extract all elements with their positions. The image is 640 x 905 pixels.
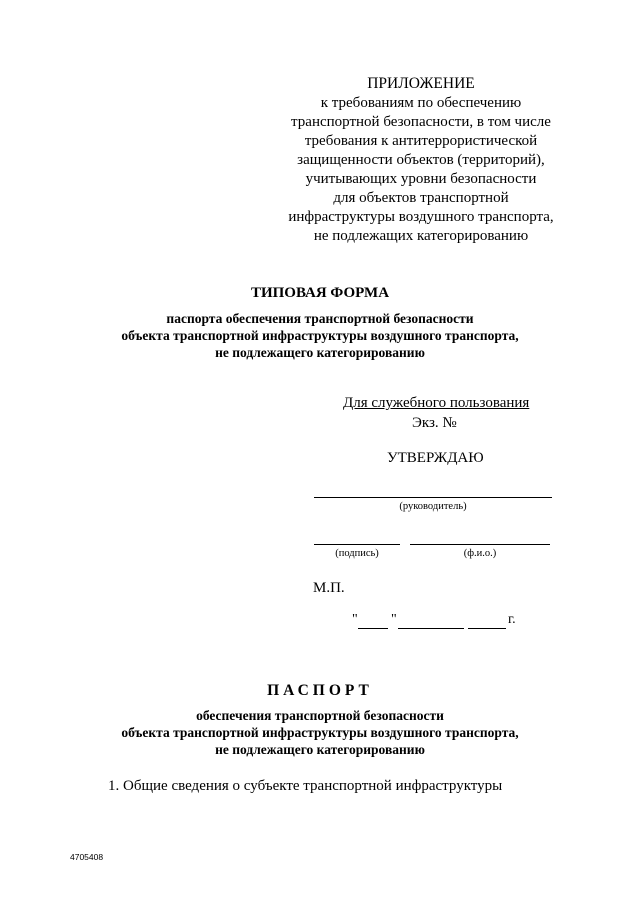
passport-subtitle-line: обеспечения транспортной безопасности bbox=[196, 708, 444, 723]
appendix-block bbox=[262, 74, 580, 246]
appendix-line: защищенности объектов (территорий), bbox=[297, 152, 545, 168]
section-heading: 1. Общие сведения о субъекте транспортной инфраструктуры bbox=[108, 778, 503, 794]
name-line bbox=[410, 544, 550, 545]
signature-caption: (подпись) bbox=[335, 548, 379, 559]
passport-title: ПАСПОРТ bbox=[267, 682, 373, 699]
appendix-line: для объектов транспортной bbox=[333, 190, 509, 206]
form-title: ТИПОВАЯ ФОРМА bbox=[250, 285, 390, 301]
passport-subtitle bbox=[0, 707, 640, 758]
date-open-quote: " bbox=[352, 612, 358, 627]
appendix-line: к требованиям по обеспечению bbox=[320, 95, 522, 111]
approval-date bbox=[350, 612, 530, 634]
appendix-heading: ПРИЛОЖЕНИЕ bbox=[367, 75, 475, 92]
head-signature-line bbox=[314, 497, 552, 498]
passport-subtitle-line: не подлежащего категорированию bbox=[215, 742, 425, 757]
approve-label: УТВЕРЖДАЮ bbox=[387, 450, 484, 466]
appendix-line: транспортной безопасности, в том числе bbox=[291, 114, 551, 130]
year-suffix: г. bbox=[508, 612, 516, 627]
passport-subtitle-line: объекта транспортной инфраструктуры воздушного транспорта, bbox=[121, 725, 519, 740]
form-subtitle bbox=[0, 310, 640, 361]
name-caption: (ф.и.о.) bbox=[463, 548, 497, 559]
year-line bbox=[468, 628, 506, 629]
form-subtitle-line: объекта транспортной инфраструктуры воздушного транспорта, bbox=[121, 328, 519, 343]
stamp-place: М.П. bbox=[313, 580, 345, 596]
head-caption: (руководитель) bbox=[399, 501, 467, 512]
signature-line bbox=[314, 544, 400, 545]
copy-number: Экз. № bbox=[412, 415, 457, 431]
form-subtitle-line: паспорта обеспечения транспортной безопасности bbox=[166, 311, 474, 326]
appendix-line: требования к антитеррористической bbox=[304, 133, 538, 149]
appendix-line: не подлежащих категорированию bbox=[313, 228, 529, 244]
document-number: 4705408 bbox=[70, 852, 104, 862]
appendix-line: учитывающих уровни безопасности bbox=[305, 171, 537, 187]
date-close-quote: " bbox=[391, 612, 397, 627]
classification-mark: Для служебного пользования bbox=[343, 395, 530, 411]
month-line bbox=[398, 628, 464, 629]
appendix-line: инфраструктуры воздушного транспорта, bbox=[288, 209, 554, 225]
day-line bbox=[358, 628, 388, 629]
form-subtitle-line: не подлежащего категорированию bbox=[215, 345, 425, 360]
